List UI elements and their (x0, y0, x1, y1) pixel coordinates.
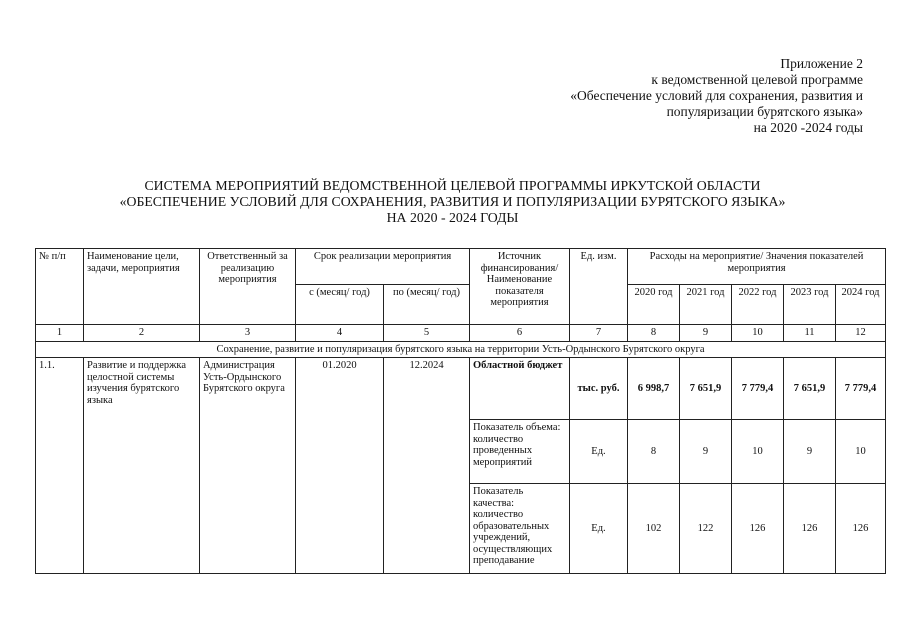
value-2024: 126 (836, 484, 886, 574)
measures-table (35, 248, 886, 574)
appendix-line: «Обеспечение условий для сохранения, развития и (570, 88, 863, 103)
col-number: 7 (570, 325, 628, 342)
header-source: Источник финансирования/ Наименование показателя мероприятия (470, 249, 570, 325)
col-number: 9 (680, 325, 732, 342)
item-responsible: Администрация Усть-Ордынского Бурятского округа (200, 358, 296, 574)
header-period-to: по (месяц/ год) (384, 285, 470, 325)
appendix-line: популяризации бурятского языка» (666, 104, 863, 119)
header-year-2020: 2020 год (628, 285, 680, 325)
col-number: 2 (84, 325, 200, 342)
value-2020: 6 998,7 (628, 358, 680, 420)
value-2022: 126 (732, 484, 784, 574)
value-2023: 7 651,9 (784, 358, 836, 420)
col-number: 11 (784, 325, 836, 342)
header-year-2024: 2024 год (836, 285, 886, 325)
value-2024: 7 779,4 (836, 358, 886, 420)
col-number: 5 (384, 325, 470, 342)
col-number: 1 (36, 325, 84, 342)
item-period-from: 01.2020 (296, 358, 384, 574)
header-name: Наименование цели, задачи, мероприятия (84, 249, 200, 325)
row-source: Показатель качества: количество образовательных учреждений, осуществляющих преподавание (470, 484, 570, 574)
value-2021: 7 651,9 (680, 358, 732, 420)
title-line: НА 2020 - 2024 ГОДЫ (386, 210, 519, 225)
col-number: 10 (732, 325, 784, 342)
item-num: 1.1. (36, 358, 84, 574)
col-number: 12 (836, 325, 886, 342)
value-2021: 9 (680, 420, 732, 484)
value-2024: 10 (836, 420, 886, 484)
header-expenses: Расходы на мероприятие/ Значения показателей мероприятия (628, 249, 886, 285)
header-row (36, 249, 886, 285)
appendix-line: на 2020 -2024 годы (753, 120, 863, 135)
appendix-line: Приложение 2 (780, 56, 863, 71)
header-unit: Ед. изм. (570, 249, 628, 325)
col-number: 3 (200, 325, 296, 342)
item-name: Развитие и поддержка целостной системы изучения бурятского языка (84, 358, 200, 574)
col-number: 4 (296, 325, 384, 342)
item-period-to: 12.2024 (384, 358, 470, 574)
header-year-2022: 2022 год (732, 285, 784, 325)
header-year-2021: 2021 год (680, 285, 732, 325)
title-line: «ОБЕСПЕЧЕНИЕ УСЛОВИЙ ДЛЯ СОХРАНЕНИЯ, РАЗВИТИЯ И ПОПУЛЯРИЗАЦИИ БУРЯТСКОГО ЯЗЫКА» (119, 194, 786, 209)
value-2023: 126 (784, 484, 836, 574)
header-responsible: Ответственный за реализацию мероприятия (200, 249, 296, 325)
row-unit: Ед. (570, 484, 628, 574)
section-title: Сохранение, развитие и популяризация бурятского языка на территории Усть-Ордынского Бурятского округа (36, 341, 886, 358)
title-line: СИСТЕМА МЕРОПРИЯТИЙ ВЕДОМСТВЕННОЙ ЦЕЛЕВОЙ ПРОГРАММЫ ИРКУТСКОЙ ОБЛАСТИ (144, 178, 761, 193)
col-number: 6 (470, 325, 570, 342)
header-year-2023: 2023 год (784, 285, 836, 325)
appendix-note (570, 56, 863, 136)
row-source: Показатель объема: количество проведенных мероприятий (470, 420, 570, 484)
appendix-line: к ведомственной целевой программе (651, 72, 863, 87)
table-row (36, 358, 886, 420)
row-unit: Ед. (570, 420, 628, 484)
col-number: 8 (628, 325, 680, 342)
value-2020: 8 (628, 420, 680, 484)
column-numbers-row (36, 325, 886, 342)
section-row (36, 341, 886, 358)
document-title (40, 178, 865, 226)
value-2023: 9 (784, 420, 836, 484)
value-2021: 122 (680, 484, 732, 574)
value-2022: 10 (732, 420, 784, 484)
header-period: Срок реализации мероприятия (296, 249, 470, 285)
value-2020: 102 (628, 484, 680, 574)
header-num: № п/п (36, 249, 84, 325)
row-source: Областной бюджет (470, 358, 570, 420)
header-period-from: с (месяц/ год) (296, 285, 384, 325)
row-unit: тыс. руб. (570, 358, 628, 420)
value-2022: 7 779,4 (732, 358, 784, 420)
